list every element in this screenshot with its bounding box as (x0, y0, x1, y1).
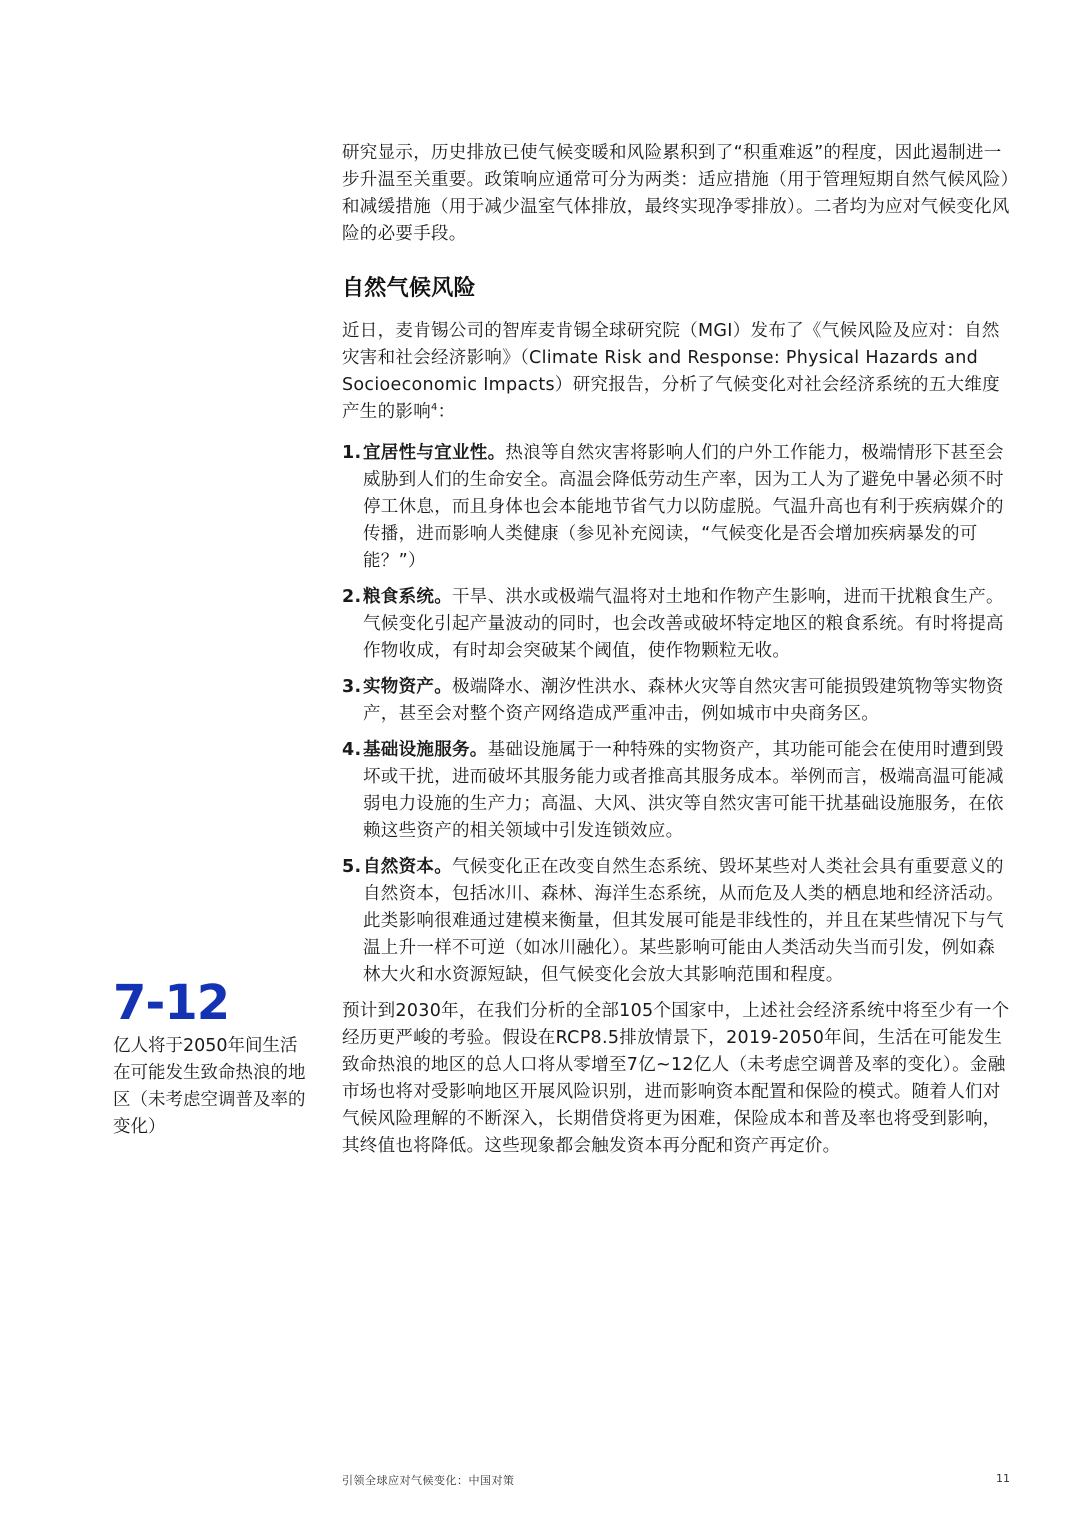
list-item-number: 3. (342, 677, 362, 697)
stat-number: 7-12 (113, 975, 230, 1031)
section-title: 自然气候风险 (342, 276, 476, 301)
list-item-text: 基础设施属于一种特殊的实物资产，其功能可能会在使用时遭到毁坏或干扰，进而破坏其服务能力或者推高其服务成本。举例而言，极端高温可能减弱电力设施的生产力；高温、大风、洪灾等自然灾害可能干扰基础设施服务，在依赖这些资产的相关领域中引发连锁效应。 (363, 740, 1004, 841)
section-paragraph-end: ： (437, 402, 456, 422)
section-paragraph-text: 近日，麦肯锡公司的智库麦肯锡全球研究院（MGI）发布了《气候风险及应对：自然灾害和社会经济影响》（Climate Risk and Response: Physical Hazards and Socioeconomic Impacts）研究报告，分析了气候变化对社会经济系统的五大维度产生的影响 (342, 321, 1000, 422)
list-item-number: 5. (342, 857, 362, 877)
section-paragraph (342, 318, 1010, 426)
list-item-text: 干旱、洪水或极端气温将对土地和作物产生影响，进而干扰粮食生产。气候变化引起产量波动的同时，也会改善或破坏特定地区的粮食系统。有时将提高作物收成，有时却会突破某个阈值，使作物颗粒无收。 (363, 587, 1004, 661)
list-item-title: 基础设施服务。 (363, 740, 488, 760)
list-item-text: 热浪等自然灾害将影响人们的户外工作能力，极端情形下甚至会威胁到人们的生命安全。高温会降低劳动生产率，因为工人为了避免中暑必须不时停工休息，而且身体也会本能地节省气力以防虚脱。气温升高也有利于疾病媒介的传播，进而影响人类健康（参见补充阅读，“气候变化是否会增加疾病暴发的可能？”） (363, 443, 1004, 571)
list-item-number: 4. (342, 740, 362, 760)
list-item (342, 440, 1010, 575)
list-item-title: 自然资本。 (363, 857, 452, 877)
list-item-text: 极端降水、潮汐性洪水、森林火灾等自然灾害可能损毁建筑物等实物资产，甚至会对整个资产网络造成严重冲击，例如城市中央商务区。 (363, 677, 1004, 724)
page-number: 11 (996, 1472, 1010, 1485)
closing-paragraph: 预计到2030年，在我们分析的全部105个国家中，上述社会经济系统中将至少有一个经历更严峻的考验。假设在RCP8.5排放情景下，2019-2050年间，生活在可能发生致命热浪的地区的总人口将从零增至7亿~12亿人（未考虑空调普及率的变化）。金融市场也将对受影响地区开展风险识别，进而影响资本配置和保险的模式。随着人们对气候风险理解的不断深入，长期借贷将更为困难，保险成本和普及率也将受到影响，其终值也将降低。这些现象都会触发资本再分配和资产再定价。 (342, 1001, 1010, 1156)
list-item (342, 854, 1010, 989)
impact-list (342, 440, 1010, 989)
footnote-ref[interactable]: 4 (431, 402, 438, 414)
list-item-title: 实物资产。 (363, 677, 452, 697)
list-item-number: 1. (342, 443, 362, 463)
list-item (342, 674, 1010, 728)
list-item (342, 584, 1010, 665)
main-column (342, 140, 1010, 1160)
list-item-title: 粮食系统。 (363, 587, 452, 607)
list-item-title: 宜居性与宜业性。 (363, 443, 506, 463)
sidebar-stat (113, 975, 313, 1141)
footer-title: 引领全球应对气候变化：中国对策 (342, 1474, 515, 1487)
list-item (342, 737, 1010, 845)
intro-paragraph: 研究显示，历史排放已使气候变暖和风险累积到了“积重难返”的程度，因此遏制进一步升温至关重要。政策响应通常可分为两类：适应措施（用于管理短期自然气候风险）和减缓措施（用于减少温室气体排放，最终实现净零排放）。二者均为应对气候变化风险的必要手段。 (342, 143, 1010, 244)
list-item-number: 2. (342, 587, 362, 607)
stat-caption: 亿人将于2050年间生活在可能发生致命热浪的地区（未考虑空调普及率的变化） (113, 1036, 306, 1137)
list-item-text: 气候变化正在改变自然生态系统、毁坏某些对人类社会具有重要意义的自然资本，包括冰川、森林、海洋生态系统，从而危及人类的栖息地和经济活动。此类影响很难通过建模来衡量，但其发展可能是非线性的，并且在某些情况下与气温上升一样不可逆（如冰川融化）。某些影响可能由人类活动失当而引发，例如森林大火和水资源短缺，但气候变化会放大其影响范围和程度。 (363, 857, 1004, 985)
